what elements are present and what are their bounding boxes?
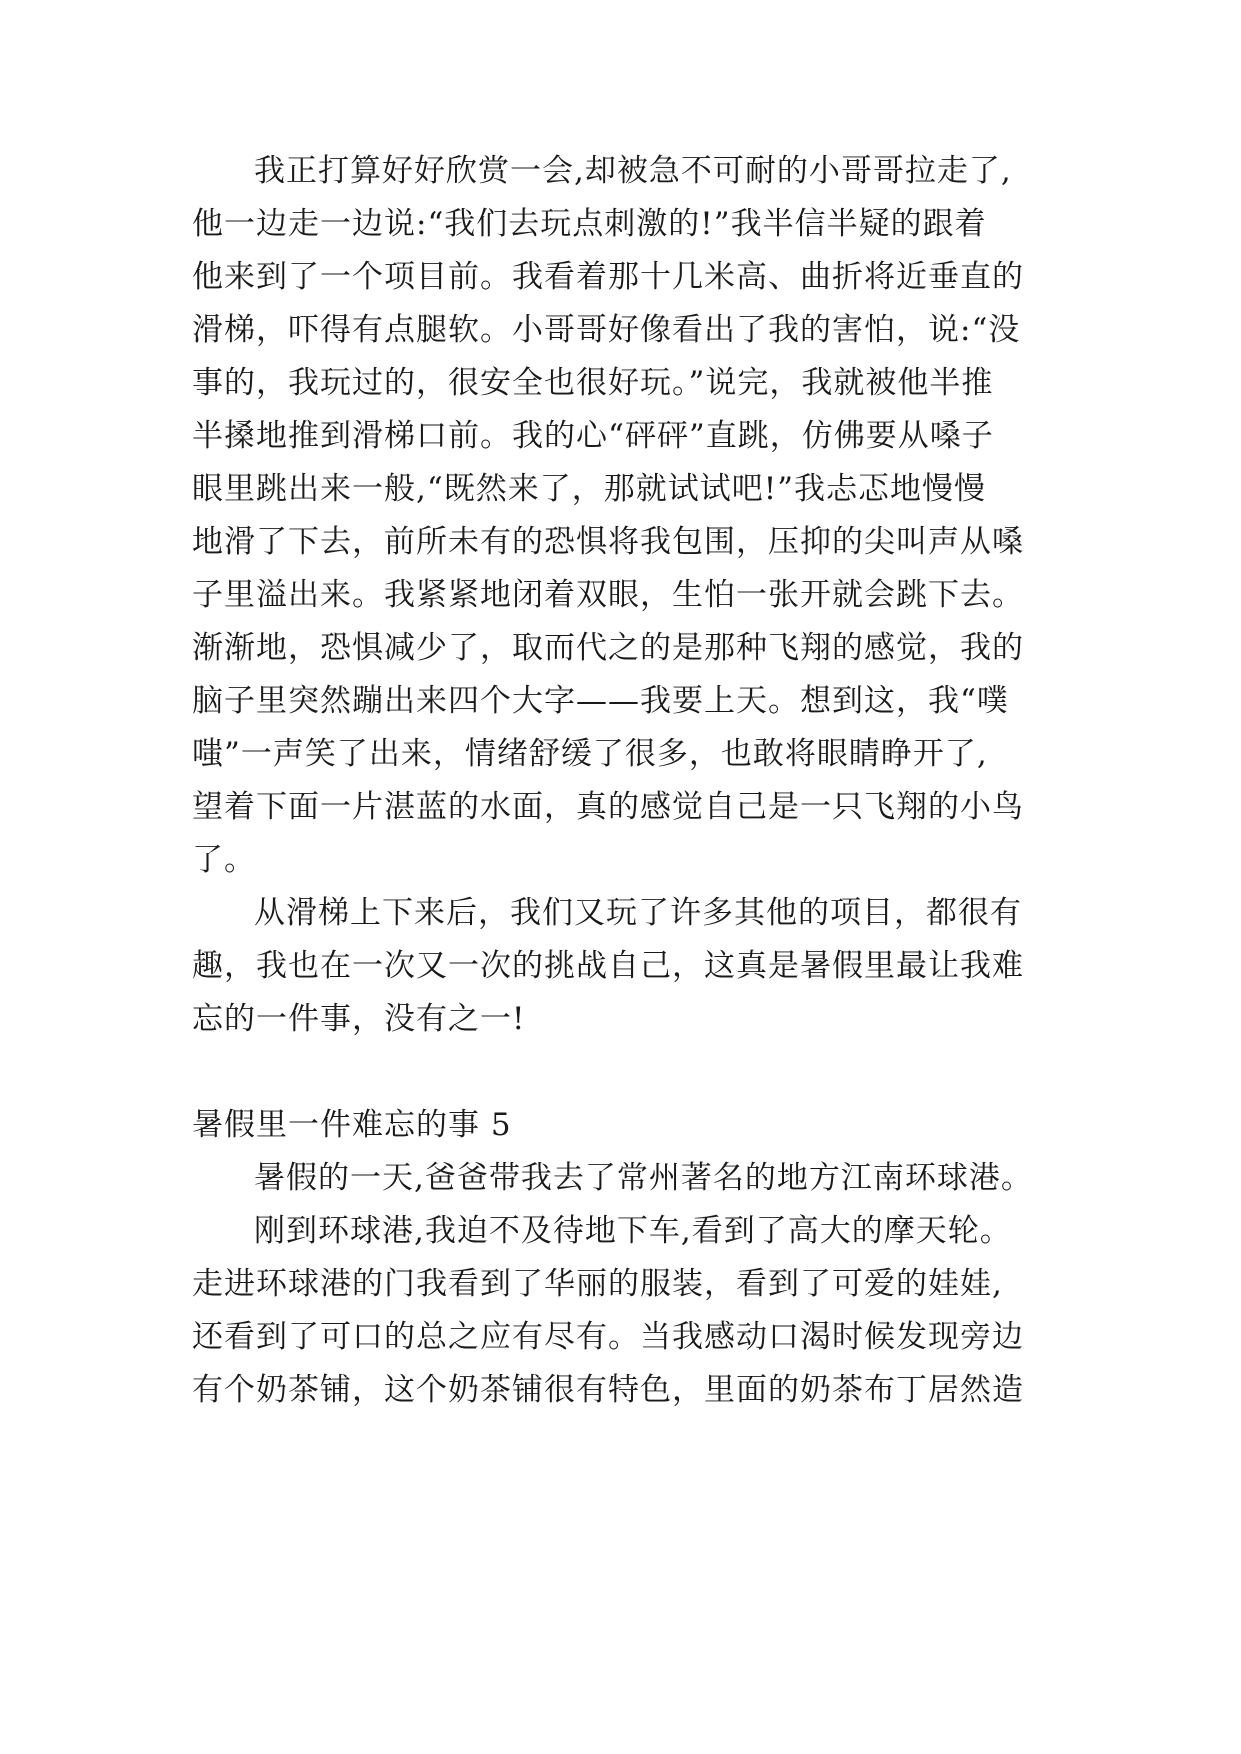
paragraph-line: 趣，我也在一次又一次的挑战自己，这真是暑假里最让我难: [192, 948, 1024, 984]
paragraph-line: 刚到环球港,我迫不及待地下车,看到了高大的摩天轮。: [254, 1213, 1012, 1249]
paragraph-line: 眼里跳出来一般,“既然来了，那就试试吧!”我忐忑地慢慢: [192, 471, 987, 507]
paragraph-line: 渐渐地，恐惧减少了，取而代之的是那种飞翔的感觉，我的: [192, 630, 1024, 666]
paragraph-line: 望着下面一片湛蓝的水面，真的感觉自己是一只飞翔的小鸟: [192, 789, 1024, 825]
paragraph-line: 我正打算好好欣赏一会,却被急不可耐的小哥哥拉走了,: [254, 153, 1012, 189]
paragraph-line: 滑梯，吓得有点腿软。小哥哥好像看出了我的害怕，说:“没: [192, 312, 1021, 348]
paragraph-line: 事的，我玩过的，很安全也很好玩。”说完，我就被他半推: [192, 365, 994, 401]
paragraph-line: 忘的一件事，没有之一!: [192, 1001, 526, 1037]
paragraph-line: 他来到了一个项目前。我看着那十几米高、曲折将近垂直的: [192, 259, 1024, 295]
paragraph-line: 暑假的一天,爸爸带我去了常州著名的地方江南环球港。: [254, 1160, 1033, 1196]
paragraph-line: 子里溢出来。我紧紧地闭着双眼，生怕一张开就会跳下去。: [192, 577, 1024, 613]
paragraph-line: 走进环球港的门我看到了华丽的服装，看到了可爱的娃娃,: [192, 1266, 1003, 1302]
paragraph-line: 了。: [192, 842, 256, 878]
paragraph-line: 还看到了可口的总之应有尽有。当我感动口渴时候发现旁边: [192, 1319, 1024, 1355]
paragraph-line: 地滑了下去，前所未有的恐惧将我包围，压抑的尖叫声从嗓: [192, 524, 1024, 560]
paragraph-line: 嗤”一声笑了出来，情绪舒缓了很多，也敢将眼睛睁开了,: [192, 736, 988, 772]
paragraph-line: 半搡地推到滑梯口前。我的心“砰砰”直跳，仿佛要从嗓子: [192, 418, 994, 454]
paragraph-line: 他一边走一边说:“我们去玩点刺激的!”我半信半疑的跟着: [192, 206, 987, 242]
paragraph-line: 有个奶茶铺，这个奶茶铺很有特色，里面的奶茶布丁居然造: [192, 1372, 1024, 1408]
paragraph-line: 从滑梯上下来后，我们又玩了许多其他的项目，都很有: [254, 895, 1022, 931]
paragraph-line: 脑子里突然蹦出来四个大字——我要上天。想到这，我“噗: [192, 683, 1009, 719]
section-heading: 暑假里一件难忘的事 5: [192, 1107, 512, 1143]
